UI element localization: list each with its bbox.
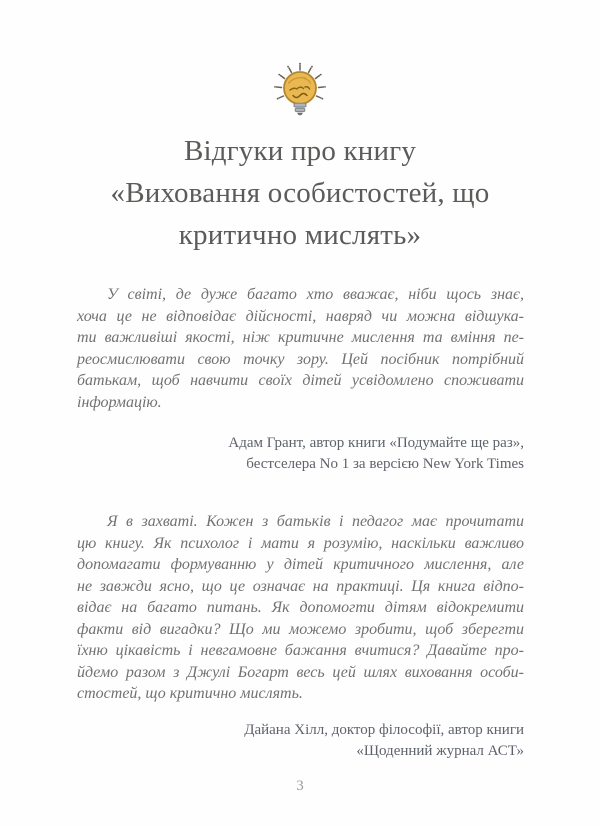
text-line: стостей, що критично мислять. <box>77 685 303 702</box>
text-line: Адам Грант, автор книги «Подумайте ще раз», <box>228 435 524 451</box>
text-line: допомагати формуванню у дітей критичного мислення, але <box>77 556 524 573</box>
lightbulb-icon <box>271 62 329 124</box>
text-line: критично мислять» <box>178 219 422 251</box>
page-title <box>0 130 600 256</box>
text-line: йдемо разом з Джулі Богарт весь цей шлях виховання особи- <box>77 663 524 681</box>
text-line: Дайана Хілл, доктор філософії, автор книги <box>244 721 524 738</box>
text-line: У світі, де дуже багато хто вважає, ніби щось знає, <box>107 286 524 303</box>
text-line: хоча це не відповідає дійсності, навряд чи можна відшука- <box>77 307 524 325</box>
text-line: «Щоденний журнал АСТ» <box>356 742 524 759</box>
text-line: ти важливіші якості, ніж критичне мислення та вміння пе- <box>77 329 524 346</box>
text-line: «Виховання особистостей, що <box>110 177 490 209</box>
text-line: бестселера No 1 за версією New York Times <box>246 456 524 472</box>
text-line: інформацію. <box>77 393 162 411</box>
text-line: Я в захваті. Кожен з батьків і педагог має прочитати <box>107 513 524 530</box>
review-attribution-2 <box>77 720 524 762</box>
review-quote-1 <box>77 284 524 413</box>
text-line: факти від вигадки? Що ми можемо зробити, щоб зберегти <box>77 620 524 638</box>
page-number: 3 <box>296 777 304 794</box>
text-line: не завжди ясно, що це означає на практиці. Ця книга відпо- <box>77 577 524 595</box>
text-line: Відгуки про книгу <box>183 135 417 167</box>
text-line: відає на багато питань. Як допомогти дітям відокремити <box>77 599 524 616</box>
review-quote-2 <box>77 511 524 705</box>
text-line: їхню цікавість і невгамовне бажання вчитися? Давайте про- <box>77 642 524 659</box>
text-line: реосмислювати свою точку зору. Цей посібник потрібний <box>77 350 524 368</box>
reviews-section <box>77 284 524 762</box>
chapter-icon-container <box>0 0 600 126</box>
review-attribution-1 <box>77 433 524 475</box>
text-line: батькам, щоб навчити своїх дітей усвідомлено споживати <box>77 372 524 389</box>
text-line: цю книгу. Як психолог і мати я розумію, наскільки важливо <box>77 534 524 552</box>
